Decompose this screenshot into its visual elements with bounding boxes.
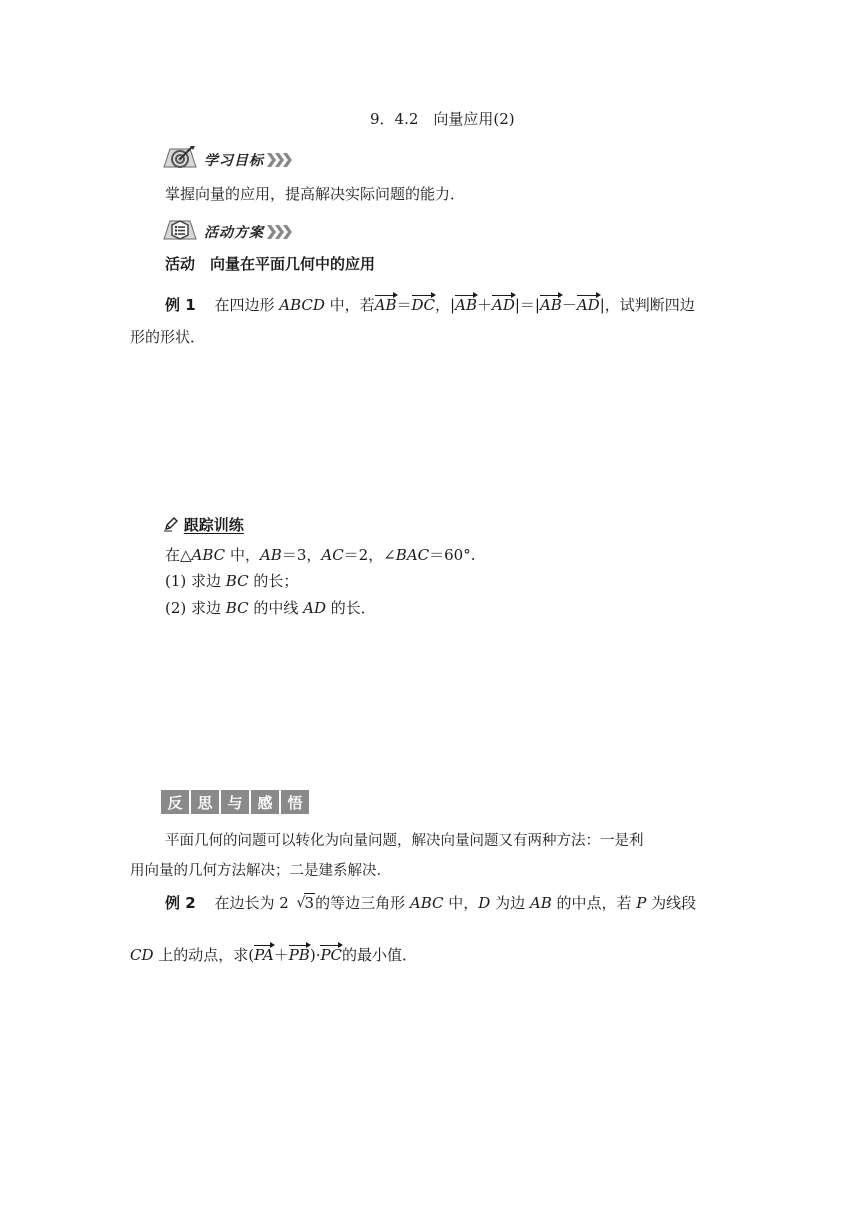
vector-ab: AB [374, 296, 397, 314]
vector-ab: AB [455, 296, 477, 314]
list-icon [160, 217, 200, 247]
triangle-name: ABC [191, 546, 226, 564]
reflection-banner [161, 790, 309, 814]
vector-ad: AD [576, 296, 600, 314]
text: 中， [443, 894, 479, 912]
example-2-line-2 [130, 944, 417, 965]
pencil-icon [163, 516, 179, 536]
example-1-line-2: 形的形状． [130, 328, 206, 346]
text: ＋ [273, 946, 289, 964]
example-2 [165, 892, 696, 913]
activity-banner-label: 活动方案 [204, 225, 264, 241]
chevrons-icon [268, 225, 292, 239]
segment-cd: CD [130, 946, 154, 964]
reflection-char: 感 [251, 790, 279, 814]
text: 上的动点，求( [153, 946, 255, 964]
example-1-label: 例 1 [165, 296, 196, 314]
example-1 [165, 294, 695, 315]
activity-banner [160, 219, 292, 245]
activity-heading: 活动 向量在平面几何中的应用 [165, 255, 376, 273]
segment-bc: BC [225, 572, 249, 590]
segment-ad: AD [303, 599, 326, 617]
vector-ad: AD [491, 296, 515, 314]
objectives-banner-label: 学习目标 [204, 153, 264, 169]
objectives-text: 掌握向量的应用，提高解决实际问题的能力． [165, 185, 466, 203]
text: 的中点，若 [551, 894, 637, 912]
text: ＝ [396, 296, 412, 314]
text: 为线段 [646, 894, 697, 912]
example-2-label: 例 2 [165, 894, 196, 912]
text: 的等边三角形 [315, 894, 410, 912]
text: |＝| [514, 296, 540, 314]
text: 在四边形 [214, 296, 280, 314]
practice-line-1 [165, 544, 476, 565]
text: 中，若 [324, 296, 375, 314]
practice-question-2 [165, 597, 376, 618]
vector-ab: AB [539, 296, 562, 314]
point-p: P [636, 894, 647, 912]
text: 在△ [165, 546, 192, 564]
segment-bc: BC [225, 599, 249, 617]
text: 中， [225, 546, 260, 564]
text: 为边 [490, 894, 530, 912]
sqrt-argument: 3 [304, 894, 315, 912]
chevrons-icon [268, 153, 292, 167]
reflection-text-line-2: 用向量的几何方法解决；二是建系解决． [130, 863, 391, 879]
point-d: D [478, 894, 491, 912]
segment-ab: AB [529, 894, 552, 912]
text: (1) 求边 [165, 572, 226, 590]
vector-pa: PA [254, 946, 274, 964]
text: )· [309, 946, 321, 964]
segment-ac: AC [321, 546, 344, 564]
sqrt-expression [297, 894, 316, 912]
objectives-banner [160, 147, 292, 173]
practice-question-1 [165, 570, 298, 591]
reflection-char: 反 [161, 790, 189, 814]
text: ＝60°. [429, 546, 476, 564]
text: ＝2，∠ [343, 546, 396, 564]
text: ＝3， [281, 546, 322, 564]
text: 的长； [248, 572, 299, 590]
reflection-char: 思 [191, 790, 219, 814]
text: ，| [435, 296, 456, 314]
text: (2) 求边 [165, 599, 226, 617]
angle-bac: BAC [395, 546, 430, 564]
text: 的最小值． [342, 946, 418, 964]
text: |，试判断四边 [599, 296, 695, 314]
vector-pc: PC [320, 946, 343, 964]
reflection-text-line-1: 平面几何的问题可以转化为向量问题，解决向量问题又有两种方法：一是利 [165, 833, 644, 849]
triangle-name: ABC [409, 894, 444, 912]
practice-heading [163, 514, 244, 536]
text: ＋ [476, 296, 492, 314]
text: 在边长为 2 [214, 894, 294, 912]
text: 的中线 [248, 599, 304, 617]
text: － [561, 296, 577, 314]
sqrt-sign: √ [296, 895, 306, 911]
target-icon [160, 145, 200, 175]
practice-title: 跟踪训练 [183, 516, 244, 534]
quadrilateral-name: ABCD [279, 296, 325, 314]
reflection-char: 与 [221, 790, 249, 814]
text: 的长． [325, 599, 376, 617]
reflection-char: 悟 [281, 790, 309, 814]
vector-dc: DC [411, 296, 436, 314]
vector-pb: PB [288, 946, 310, 964]
segment-ab: AB [259, 546, 282, 564]
page-title: 9．4.2 向量应用(2) [370, 110, 515, 128]
